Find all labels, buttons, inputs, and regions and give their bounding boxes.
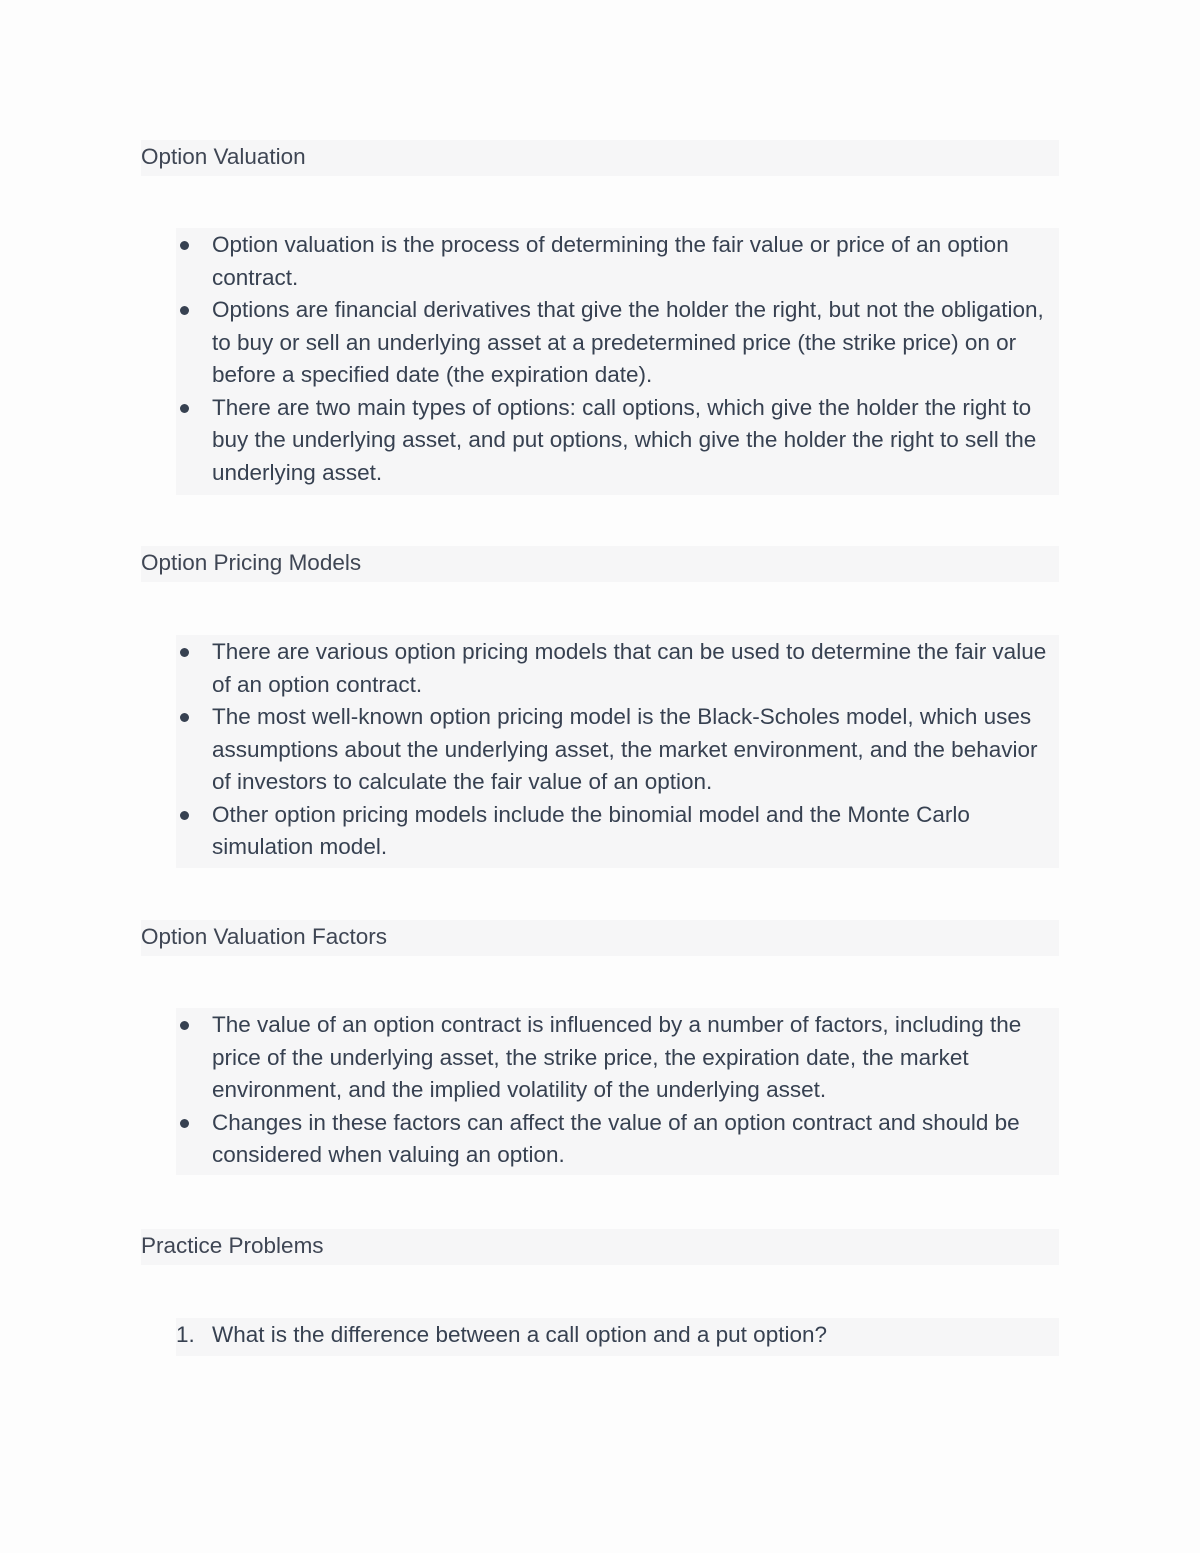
bullet-list <box>176 636 1059 864</box>
section-heading-option-pricing-models: Option Pricing Models <box>141 546 1059 582</box>
bullet-icon <box>180 811 189 820</box>
list-item-text: There are two main types of options: call options, which give the holder the right to buy the underlying asset, and put options, which give the holder the right to sell the underlying asset. <box>212 394 1037 485</box>
list-item-text: Options are financial derivatives that give the holder the right, but not the obligation, to buy or sell an underlying asset at a predetermined price (the strike price) on or before a specified date (the expiration date). <box>212 297 1044 387</box>
section-heading-option-valuation: Option Valuation <box>141 140 1059 176</box>
list-item <box>176 1009 1059 1107</box>
bullet-icon <box>180 648 189 657</box>
list-item-text: Option valuation is the process of determining the fair value or price of an option contract. <box>212 232 1009 290</box>
list-item-text: The value of an option contract is influenced by a number of factors, including the price of the underlying asset, the strike price, the expiration date, the market environment, and the implied volatility of the underlying asset. <box>212 1012 1022 1102</box>
list-item-text: The most well-known option pricing model is the Black-Scholes model, which uses assumptions about the underlying asset, the market environment, and the behavior of investors to calculate the fair value of an option. <box>212 704 1038 794</box>
bullet-icon <box>180 713 189 722</box>
section-body-option-pricing-models <box>176 635 1059 868</box>
bullet-icon <box>180 306 189 315</box>
list-item <box>176 1107 1059 1172</box>
section-heading-practice-problems: Practice Problems <box>141 1229 1059 1265</box>
bullet-icon <box>180 404 189 413</box>
list-item <box>176 229 1059 294</box>
list-item-text: What is the difference between a call option and a put option? <box>212 1322 828 1347</box>
list-item <box>176 701 1059 799</box>
list-item <box>176 1319 1059 1352</box>
bullet-list <box>176 1009 1059 1172</box>
list-item <box>176 392 1059 490</box>
list-item <box>176 799 1059 864</box>
numbered-list <box>176 1319 1059 1352</box>
list-item-text: Changes in these factors can affect the value of an option contract and should be considered when valuing an option. <box>212 1109 1020 1167</box>
list-number: 1. <box>176 1322 195 1347</box>
section-body-option-valuation <box>176 228 1059 495</box>
section-body-option-valuation-factors <box>176 1008 1059 1175</box>
list-item-text: Other option pricing models include the binomial model and the Monte Carlo simulation model. <box>212 801 970 859</box>
bullet-icon <box>180 1021 189 1030</box>
list-item <box>176 636 1059 701</box>
bullet-icon <box>180 1119 189 1128</box>
list-item <box>176 294 1059 392</box>
bullet-icon <box>180 241 189 250</box>
bullet-list <box>176 229 1059 489</box>
section-body-practice-problems <box>176 1318 1059 1356</box>
list-item-text: There are various option pricing models that can be used to determine the fair value of an option contract. <box>212 639 1047 697</box>
section-heading-option-valuation-factors: Option Valuation Factors <box>141 920 1059 956</box>
